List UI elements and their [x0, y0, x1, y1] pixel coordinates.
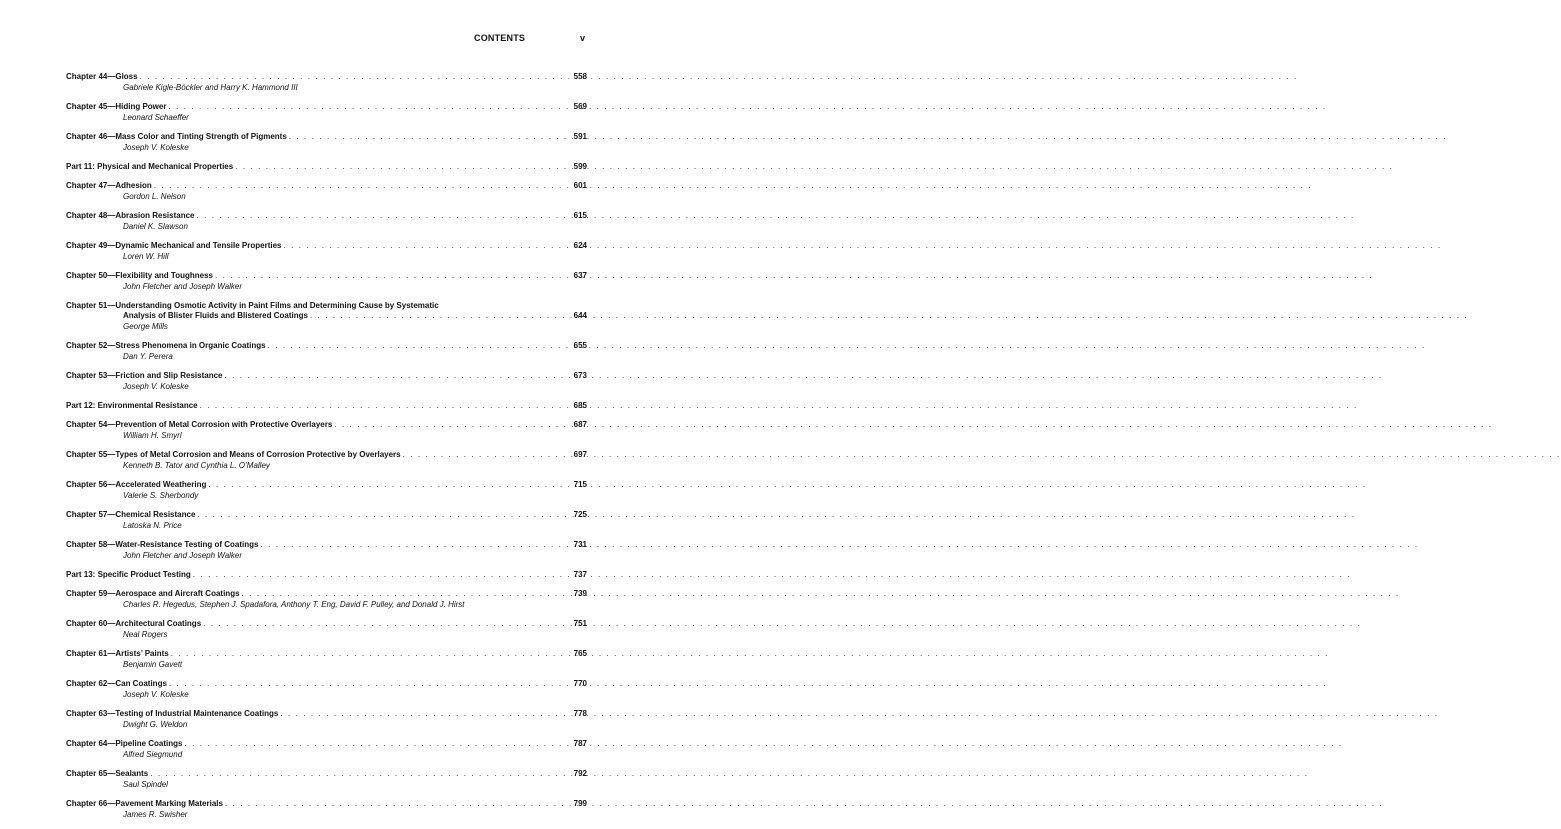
- toc-chapter-entry: [66, 241, 587, 262]
- dot-leader: [242, 589, 572, 599]
- dot-leader: [224, 371, 571, 381]
- toc-entry-author: Dan Y. Perera: [123, 352, 173, 361]
- dot-leader: [289, 132, 572, 142]
- toc-entry-line: [66, 570, 587, 580]
- toc-entry-page-number: 770: [573, 679, 587, 688]
- toc-chapter-entry: [66, 341, 587, 362]
- toc-entry-author: John Fletcher and Joseph Walker: [123, 551, 243, 560]
- toc-entry-line: [66, 72, 587, 82]
- toc-entry-title: Part 13: Specific Product Testing: [66, 570, 191, 579]
- toc-entry-author: Saul Spindel: [123, 780, 168, 789]
- dot-leader: [208, 480, 571, 490]
- toc-entry-line: [66, 540, 587, 550]
- toc-entry-author: Gordon L. Nelson: [123, 192, 186, 201]
- toc-entry-line: [66, 769, 587, 779]
- toc-chapter-entry: [66, 799, 587, 820]
- toc-entry-page-number: 599: [573, 162, 587, 171]
- toc-chapter-entry: [66, 589, 587, 610]
- toc-chapter-entry: [66, 72, 587, 93]
- toc-entry-author: Joseph V. Koleske: [123, 382, 189, 391]
- toc-chapter-entry: [66, 132, 587, 153]
- dot-leader: [197, 510, 571, 520]
- toc-entry-title: Chapter 60—Architectural Coatings: [66, 619, 202, 628]
- toc-chapter-entry: [66, 679, 587, 700]
- dot-leader: [260, 540, 571, 550]
- toc-entry-line: [66, 739, 587, 749]
- toc-entry-title: Chapter 54—Prevention of Metal Corrosion with Protective Overlayers: [66, 420, 333, 429]
- toc-entry-page-number: 715: [573, 480, 587, 489]
- toc-entry-title: Chapter 63—Testing of Industrial Maintenance Coatings: [66, 709, 279, 718]
- toc-entry-author: Daniel K. Slawson: [123, 222, 188, 231]
- toc-entry-page-number: 778: [573, 709, 587, 718]
- toc-entry-page-number: 637: [573, 271, 587, 280]
- toc-entry-author: Latoska N. Price: [123, 521, 182, 530]
- toc-entry-line: [66, 450, 587, 460]
- toc-entry-page-number: 725: [573, 510, 587, 519]
- toc-entry-page-number: 673: [573, 371, 587, 380]
- dot-leader: [334, 420, 571, 430]
- toc-entry-line: [66, 102, 587, 112]
- toc-entry-title: Chapter 65—Sealants: [66, 769, 149, 778]
- toc-chapter-entry: [66, 739, 587, 760]
- toc-entry-title: Analysis of Blister Fluids and Blistered Coatings: [123, 311, 308, 320]
- toc-entry-author: Joseph V. Koleske: [123, 143, 189, 152]
- toc-part-entry: [66, 570, 587, 580]
- toc-chapter-entry: [66, 480, 587, 501]
- toc-entry-author: Charles R. Hegedus, Stephen J. Spadafora, Anthony T. Eng, David F. Pulley, and Donald J. Hirst: [123, 600, 465, 609]
- running-header: [0, 33, 638, 47]
- toc-entry-title: Chapter 46—Mass Color and Tinting Strength of Pigments: [66, 132, 287, 141]
- toc-entry-title: Chapter 56—Accelerated Weathering: [66, 480, 207, 489]
- toc-entry-line: [66, 241, 587, 251]
- dot-leader: [215, 271, 572, 281]
- toc-entry-author: Gabriele Kigle-Böckler and Harry K. Hammond III: [123, 83, 298, 92]
- toc-entry-title: Chapter 50—Flexibility and Toughness: [66, 271, 213, 280]
- toc-entry-page-number: 731: [573, 540, 587, 549]
- toc-entry-title: Chapter 44—Gloss: [66, 72, 138, 81]
- dot-leader: [280, 709, 571, 719]
- toc-entry-page-number: 591: [573, 132, 587, 141]
- toc-entry-line: [66, 480, 587, 490]
- toc-entry-author: Benjamin Gavett: [123, 660, 183, 669]
- toc-entry-title: Chapter 48—Abrasion Resistance: [66, 211, 195, 220]
- dot-leader: [171, 649, 572, 659]
- toc-chapter-entry: [66, 540, 587, 561]
- dot-leader: [283, 241, 571, 251]
- toc-entry-author: Kenneth B. Tator and Cynthia L. O’Malley: [123, 461, 270, 470]
- dot-leader: [168, 102, 571, 112]
- toc-entry-line: [66, 371, 587, 381]
- dot-leader: [184, 739, 571, 749]
- toc-part-entry: [66, 162, 587, 172]
- toc-entry-page-number: 685: [573, 401, 587, 410]
- header-title: CONTENTS: [474, 33, 526, 43]
- toc-entry-line: [66, 311, 587, 321]
- toc-entry-author: Leonard Schaeffer: [123, 113, 189, 122]
- toc-entry-title: Part 11: Physical and Mechanical Properties: [66, 162, 234, 171]
- toc-entry-page-number: 751: [573, 619, 587, 628]
- toc-chapter-entry: [66, 450, 587, 471]
- toc-chapter-entry: [66, 211, 587, 232]
- toc-entry-page-number: 601: [573, 181, 587, 190]
- toc-entry-author: Neal Rogers: [123, 630, 168, 639]
- toc-entry-line: [66, 211, 587, 221]
- toc-chapter-entry: [66, 301, 587, 332]
- toc-entry-author: Dwight G. Weldon: [123, 720, 188, 729]
- toc-entry-page-number: 655: [573, 341, 587, 350]
- toc-entry-title: Chapter 58—Water-Resistance Testing of Coatings: [66, 540, 259, 549]
- dot-leader: [403, 450, 572, 460]
- toc-entry-title: Chapter 53—Friction and Slip Resistance: [66, 371, 223, 380]
- dot-leader: [193, 570, 572, 580]
- toc-entry-page-number: 792: [573, 769, 587, 778]
- toc-chapter-entry: [66, 649, 587, 670]
- toc-entry-page-number: 737: [573, 570, 587, 579]
- toc-entry-line: [66, 679, 587, 689]
- toc-entry-title: Chapter 59—Aerospace and Aircraft Coatings: [66, 589, 240, 598]
- toc-entry-title: Part 12: Environmental Resistance: [66, 401, 198, 410]
- toc-entry-page-number: 799: [573, 799, 587, 808]
- toc-chapter-entry: [66, 510, 587, 531]
- dot-leader: [150, 769, 571, 779]
- dot-leader: [235, 162, 571, 172]
- toc-entry-line: [66, 341, 587, 351]
- toc-entry-title-first-line: Chapter 51—Understanding Osmotic Activity in Paint Films and Determining Cause by Systematic: [66, 301, 439, 310]
- toc-entry-page-number: 697: [573, 450, 587, 459]
- toc-entry-title: Chapter 64—Pipeline Coatings: [66, 739, 183, 748]
- toc-chapter-entry: [66, 181, 587, 202]
- dot-leader: [268, 341, 572, 351]
- toc-entry-title: Chapter 61—Artists’ Paints: [66, 649, 169, 658]
- toc-entry-author: Valerie S. Sherbondy: [123, 491, 199, 500]
- dot-leader: [200, 401, 572, 411]
- toc-entry-line: [66, 799, 587, 809]
- toc-chapter-entry: [66, 709, 587, 730]
- toc-chapter-entry: [66, 420, 587, 441]
- toc-entry-line: [66, 401, 587, 411]
- toc-entry-title: Chapter 57—Chemical Resistance: [66, 510, 196, 519]
- toc-part-entry: [66, 401, 587, 411]
- toc-entry-page-number: 569: [573, 102, 587, 111]
- toc-entry-page-number: 615: [573, 211, 587, 220]
- dot-leader: [225, 799, 572, 809]
- toc-chapter-entry: [66, 769, 587, 790]
- toc-entry-author: Loren W. Hill: [123, 252, 169, 261]
- toc-chapter-entry: [66, 271, 587, 292]
- toc-entry-title: Chapter 45—Hiding Power: [66, 102, 167, 111]
- toc-entry-page-number: 739: [573, 589, 587, 598]
- toc-entry-title: Chapter 66—Pavement Marking Materials: [66, 799, 223, 808]
- toc-entry-author: John Fletcher and Joseph Walker: [123, 282, 243, 291]
- toc-entry-page-number: 787: [573, 739, 587, 748]
- toc-entry-line: [66, 181, 587, 191]
- toc-entry-line: [66, 619, 587, 629]
- toc-entry-page-number: 765: [573, 649, 587, 658]
- toc-entry-page-number: 558: [573, 72, 587, 81]
- toc-entry-line: [66, 709, 587, 719]
- toc-entry-line: [66, 589, 587, 599]
- dot-leader: [310, 311, 572, 321]
- toc-entry-title: Chapter 62—Can Coatings: [66, 679, 167, 688]
- dot-leader: [154, 181, 572, 191]
- header-page-number: v: [580, 33, 586, 43]
- toc-entry-line: [66, 132, 587, 142]
- toc-chapter-entry: [66, 371, 587, 392]
- dot-leader: [169, 679, 572, 689]
- toc-entry-line: [66, 271, 587, 281]
- toc-chapter-entry: [66, 102, 587, 123]
- toc-entry-title: Chapter 52—Stress Phenomena in Organic Coatings: [66, 341, 266, 350]
- toc-entry-line: [66, 649, 587, 659]
- toc-entry-author: Joseph V. Koleske: [123, 690, 189, 699]
- toc-entry-page-number: 624: [573, 241, 587, 250]
- toc-entry-title: Chapter 55—Types of Metal Corrosion and Means of Corrosion Protective by Overlayers: [66, 450, 401, 459]
- toc-entry-line: [66, 510, 587, 520]
- toc-entry-page-number: 687: [573, 420, 587, 429]
- dot-leader: [203, 619, 572, 629]
- toc-entry-author: Alfred Siegmund: [123, 750, 183, 759]
- toc-entry-author: William H. Smyrl: [123, 431, 182, 440]
- toc-entry-line: [66, 420, 587, 430]
- table-of-contents: [66, 72, 587, 829]
- toc-entry-line: [66, 162, 587, 172]
- dot-leader: [140, 72, 572, 82]
- toc-chapter-entry: [66, 619, 587, 640]
- toc-entry-page-number: 644: [573, 311, 587, 320]
- toc-entry-title: Chapter 49—Dynamic Mechanical and Tensile Properties: [66, 241, 282, 250]
- dot-leader: [197, 211, 572, 221]
- toc-entry-author: George Mills: [123, 322, 168, 331]
- toc-entry-title: Chapter 47—Adhesion: [66, 181, 152, 190]
- toc-entry-author: James R. Swisher: [123, 810, 188, 819]
